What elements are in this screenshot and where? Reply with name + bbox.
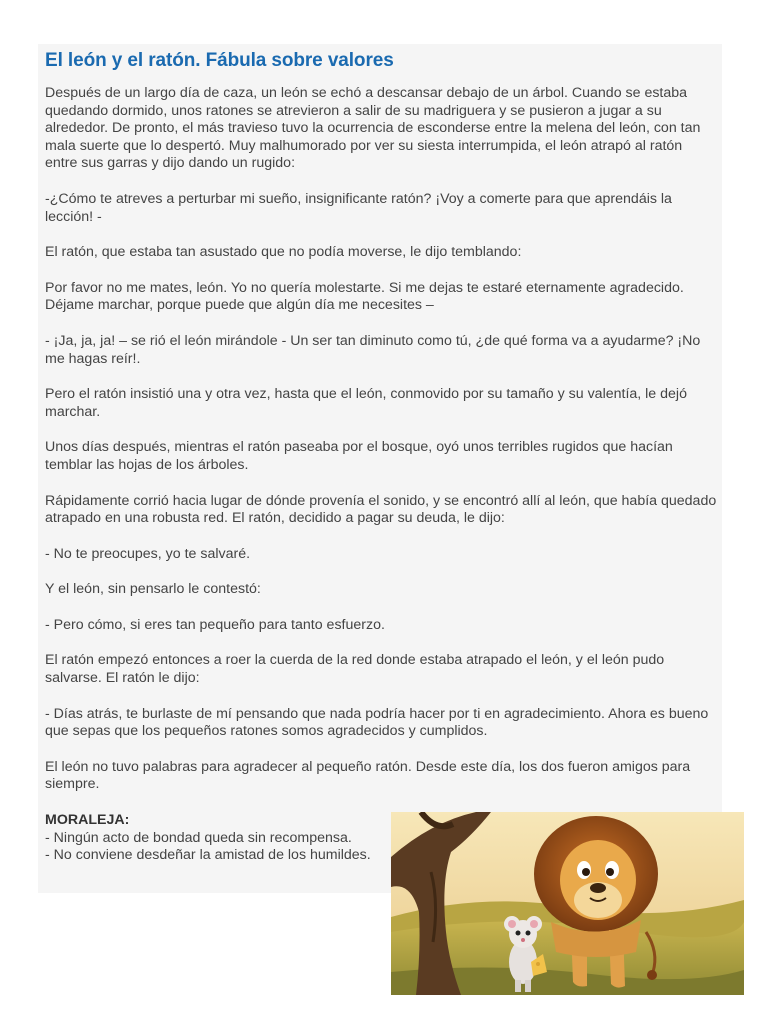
story-paragraph: Unos días después, mientras el ratón paseaba por el bosque, oyó unos terribles rugidos que hacían temblar las hojas de los árboles. bbox=[45, 439, 673, 473]
moral-section bbox=[45, 812, 375, 865]
story-paragraph: - ¡Ja, ja, ja! – se rió el león mirándole - Un ser tan diminuto como tú, ¿de qué forma va a ayudarme? ¡No me hagas reír!. bbox=[45, 332, 701, 367]
article-content bbox=[45, 48, 717, 865]
story-paragraph: Pero el ratón insistió una y otra vez, hasta que el león, conmovido por su tamaño y su valentía, le dejó marchar. bbox=[45, 386, 687, 420]
moral-line: - No conviene desdeñar la amistad de los humildes. bbox=[45, 847, 371, 864]
lion-and-mouse-illustration bbox=[391, 812, 744, 995]
story-paragraph: - Días atrás, te burlaste de mí pensando que nada podría hacer por ti en agradecimiento. Ahora es bueno que sepas que los pequeños ratones somos agradecidos y cumplidos. bbox=[45, 705, 709, 740]
story-paragraph: Después de un largo día de caza, un león se echó a descansar debajo de un árbol. Cuando se estaba quedando dormido, unos ratones se atrevieron a salir de su madriguera y se pusieron a jugar a su alrededor. De pronto, el más travieso tuvo la ocurrencia de esconderse entre la melena del león, con tan mala suerte que lo despertó. Muy malhumorado por ver su siesta interrumpida, el león atrapó al ratón entre sus garras y dijo dando un rugido: bbox=[45, 85, 701, 172]
article-title: El león y el ratón. Fábula sobre valores bbox=[45, 50, 394, 71]
story-paragraph: Rápidamente corrió hacia lugar de dónde provenía el sonido, y se encontró allí al león, que había quedado atrapado en una robusta red. El ratón, decidido a pagar su deuda, le dijo: bbox=[45, 492, 717, 527]
story-paragraph: -¿Cómo te atreves a perturbar mi sueño, insignificante ratón? ¡Voy a comerte para que aprendáis la lección! - bbox=[45, 190, 672, 225]
moral-line: - Ningún acto de bondad queda sin recompensa. bbox=[45, 829, 352, 846]
moral-heading: MORALEJA: bbox=[45, 812, 130, 829]
story-paragraph: - No te preocupes, yo te salvaré. bbox=[45, 545, 251, 562]
story-paragraph: - Pero cómo, si eres tan pequeño para tanto esfuerzo. bbox=[45, 616, 385, 633]
story-paragraph: Por favor no me mates, león. Yo no quería molestarte. Si me dejas te estaré eternamente agradecido. Déjame marchar, porque puede que algún día me necesites – bbox=[45, 279, 684, 314]
story-paragraph: El león no tuvo palabras para agradecer al pequeño ratón. Desde este día, los dos fueron amigos para siempre. bbox=[45, 758, 691, 793]
story-paragraph: El ratón, que estaba tan asustado que no podía moverse, le dijo temblando: bbox=[45, 244, 522, 261]
story-paragraph: El ratón empezó entonces a roer la cuerda de la red donde estaba atrapado el león, y el león pudo salvarse. El ratón le dijo: bbox=[45, 652, 665, 687]
story-paragraph: Y el león, sin pensarlo le contestó: bbox=[45, 581, 261, 598]
